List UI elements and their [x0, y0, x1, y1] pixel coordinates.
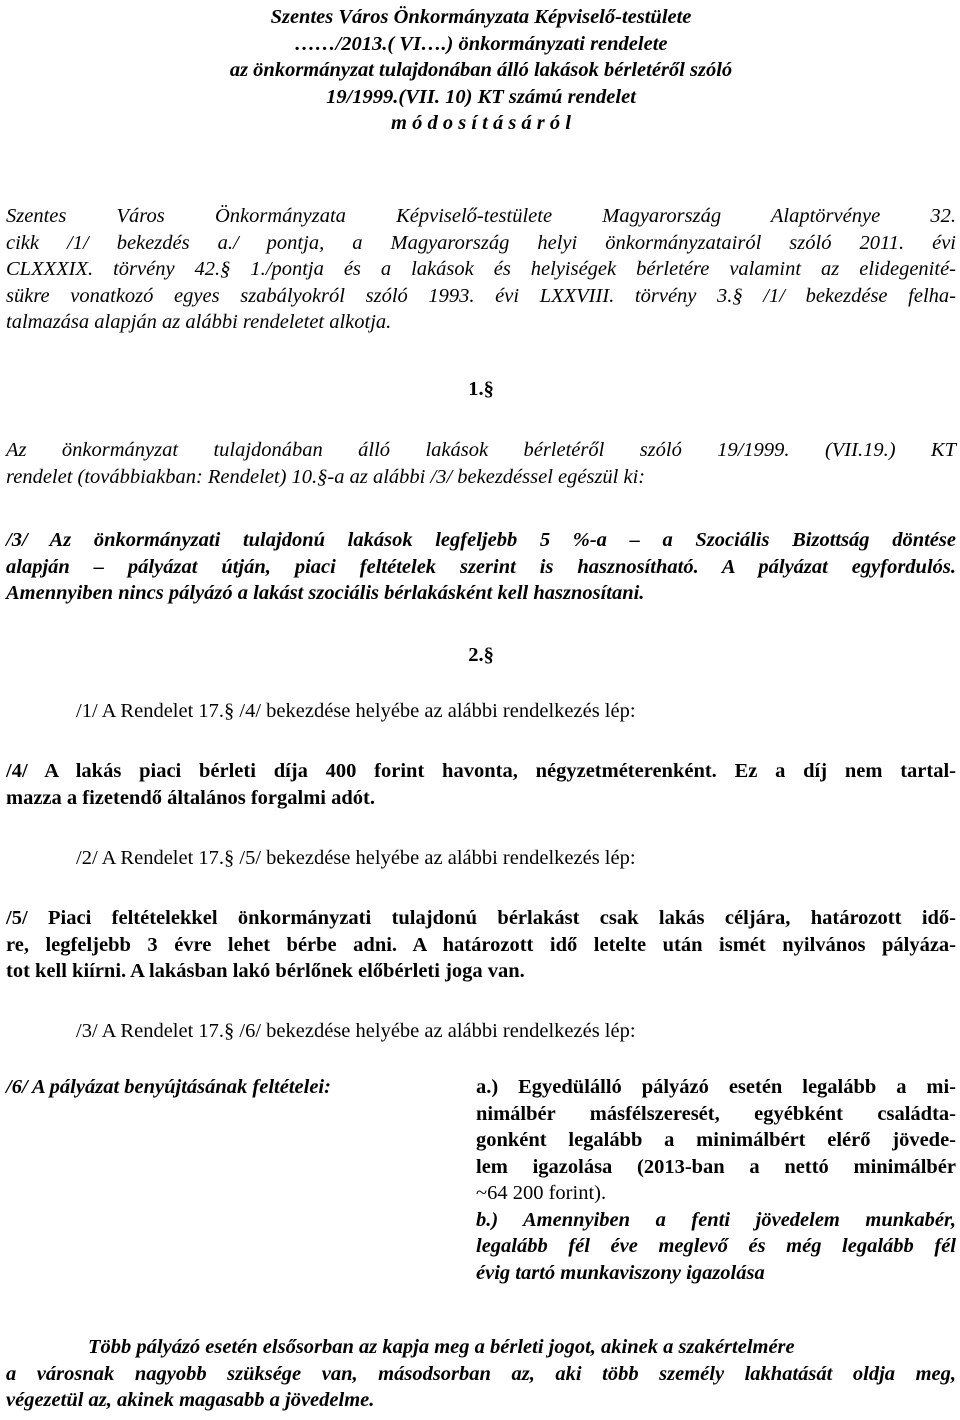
preamble-line: sükre vonatkozó egyes szabályokról szóló 1993. évi LXXVIII. törvény 3.§ /1/ bekezdése felha- — [6, 284, 956, 307]
text-line: alapján – pályázat útján, piaci feltételek szerint is hasznosítható. A pályázat egyfordulós. — [6, 555, 956, 578]
text-line: mazza a fizetendő általános forgalmi adót. — [6, 786, 375, 809]
preamble-line: Szentes Város Önkormányzata Képviselő-testülete Magyarország Alaptörvénye 32. — [6, 205, 956, 227]
text-line: /3/ Az önkormányzati tulajdonú lakások legfeljebb 5 %-a – a Szociális Bizottság döntése — [6, 529, 956, 551]
intro-line: rendelet (továbbiakban: Rendelet) 10.§-a az alábbi /3/ bekezdéssel egészül ki: — [6, 465, 646, 488]
text-line: /4/ A lakás piaci bérleti díja 400 forint havonta, négyzetméterenként. Ez a díj nem tartal- — [6, 760, 956, 782]
closing-line: végezetül az, akinek magasabb a jövedelme. — [6, 1389, 375, 1411]
paragraph-1-intro: /1/ A Rendelet 17.§ /4/ bekezdése helyébe az alábbi rendelkezés lép: — [76, 700, 636, 722]
condition-b — [476, 1207, 956, 1287]
section-1-text — [6, 527, 956, 607]
preamble-line: cikk /1/ bekezdés a./ pontja, a Magyarország helyi önkormányzatairól szóló 2011. évi — [6, 231, 956, 254]
condition-line: gonként legalább a minimálbért elérő jövede- — [476, 1129, 956, 1151]
header-line: 19/1999.(VII. 10) KT számú rendelet — [326, 85, 636, 108]
condition-line: a.) Egyedülálló pályázó esetén legalább a mi- — [476, 1076, 956, 1098]
text-line: re, legfeljebb 3 évre lehet bérbe adni. A határozott idő letelte után ismét nyilvános pályáza- — [6, 933, 956, 956]
closing-line: Több pályázó esetén elsősorban az kapja meg a bérleti jogot, akinek a szakértelmére — [88, 1336, 795, 1358]
paragraph-1-text — [6, 758, 956, 811]
text-line: tot kell kiírni. A lakásban lakó bérlőnek előbérleti joga van. — [6, 960, 525, 982]
header-line: ……/2013.( VI….) önkormányzati rendelete — [294, 32, 668, 55]
text-line: /5/ Piaci feltételekkel önkormányzati tulajdonú bérlakást csak lakás céljára, határozott idő- — [6, 907, 956, 929]
section-2-heading: 2.§ — [468, 644, 494, 666]
paragraph-2-text — [6, 905, 956, 985]
condition-line: nimálbér másfélszeresét, egyébként családta- — [476, 1102, 956, 1125]
preamble — [6, 203, 956, 336]
header-line: az önkormányzat tulajdonában álló lakások bérletéről szóló — [229, 59, 733, 81]
header-line: Szentes Város Önkormányzata Képviselő-testülete — [270, 6, 692, 28]
closing-paragraph — [6, 1334, 956, 1414]
text-line: Amennyiben nincs pályázó a lakást szociális bérlakásként kell hasznosítani. — [6, 582, 645, 604]
condition-line: évig tartó munkaviszony igazolása — [476, 1261, 765, 1284]
condition-line: b.) Amennyiben a fenti jövedelem munkabér, — [476, 1208, 956, 1231]
conditions-label: /6/ A pályázat benyújtásának feltételei: — [6, 1076, 331, 1098]
document-header — [6, 4, 956, 137]
closing-line: a városnak nagyobb szüksége van, másodsorban az, aki több személy lakhatását oldja meg, — [6, 1362, 956, 1385]
condition-line: lem igazolása (2013-ban a nettó minimálbér — [476, 1155, 956, 1178]
condition-line: legalább fél éve meglevő és még legalább fél — [476, 1235, 956, 1257]
condition-line: ~64 200 forint). — [476, 1182, 607, 1204]
preamble-line: CLXXXIX. törvény 42.§ 1./pontja és a lakások és helyiségek bérletére valamint az elidegenité- — [6, 258, 956, 280]
section-1-intro — [6, 437, 956, 490]
intro-line: Az önkormányzat tulajdonában álló lakások bérletéről szóló 19/1999. (VII.19.) KT — [6, 439, 956, 461]
paragraph-3-intro: /3/ A Rendelet 17.§ /6/ bekezdése helyébe az alábbi rendelkezés lép: — [76, 1020, 636, 1042]
preamble-line: talmazása alapján az alábbi rendeletet alkotja. — [6, 311, 392, 333]
header-line: m ó d o s í t á s á r ó l — [391, 112, 571, 134]
section-1-heading: 1.§ — [468, 378, 494, 400]
condition-a — [476, 1074, 956, 1207]
conditions-list — [476, 1074, 956, 1286]
paragraph-2-intro: /2/ A Rendelet 17.§ /5/ bekezdése helyébe az alábbi rendelkezés lép: — [76, 847, 636, 869]
